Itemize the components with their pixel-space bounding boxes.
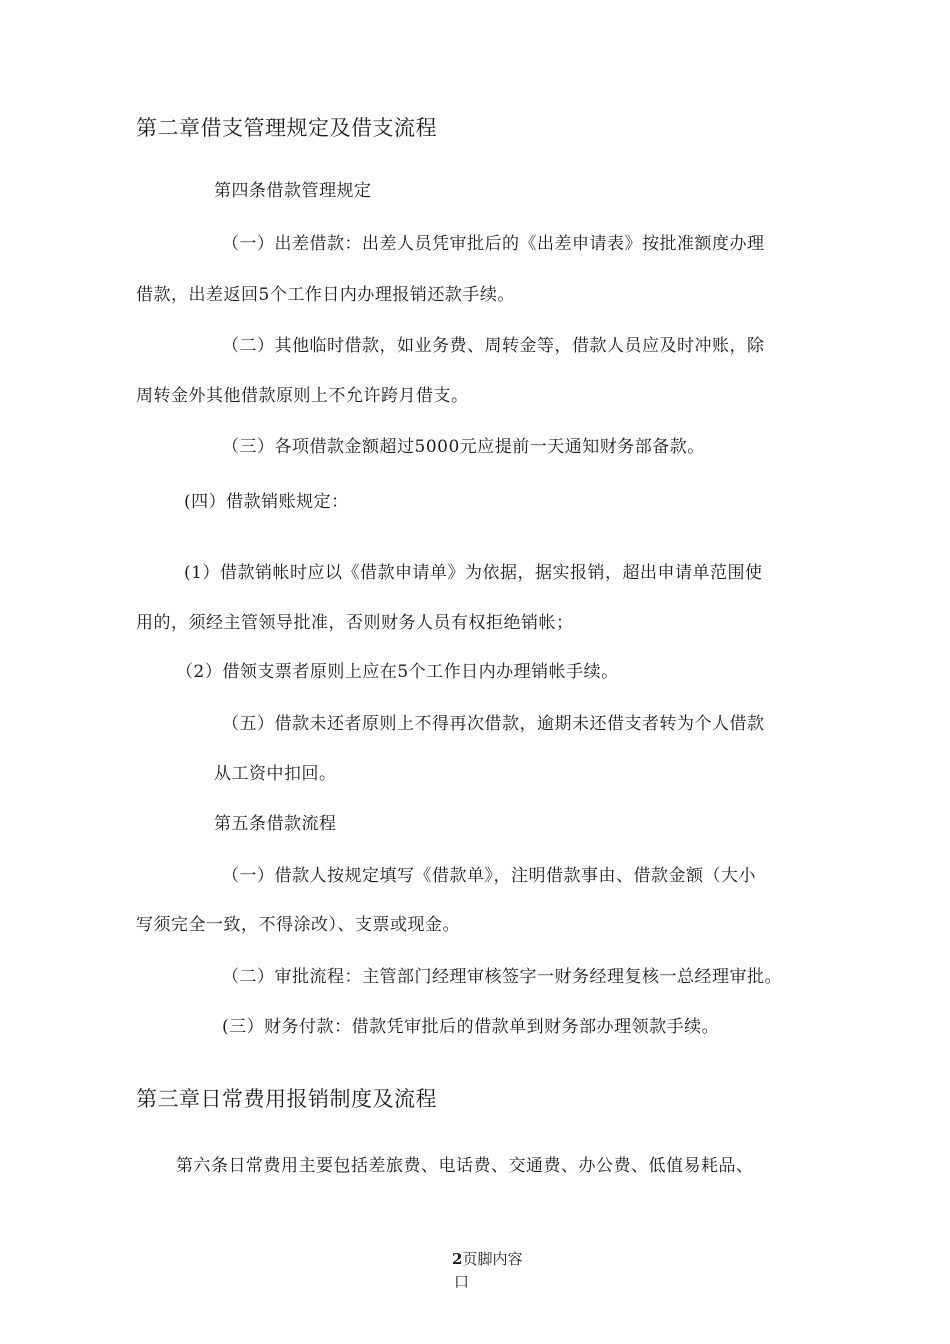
article-5-title: 第五条借款流程: [214, 814, 337, 834]
item-2-line-1: （二）其他临时借款，如业务费、周转金等，借款人员应及时冲账，除: [222, 336, 765, 356]
item-1-line-1: （一）出差借款：出差人员凭审批后的《出差申请表》按批准额度办理: [222, 234, 765, 254]
item-5-line-2: 从工资中扣回。: [214, 764, 337, 784]
item-2-line-2: 周转金外其他借款原则上不允许跨月借支。: [136, 386, 469, 406]
chapter-3-title: 第三章日常费用报销制度及流程: [136, 1087, 437, 1111]
item-3: （三）各项借款金额超过5000元应提前一天通知财务部备款。: [222, 437, 705, 457]
item-1-line-2: 借款，出差返回5个工作日内办理报销还款手续。: [136, 285, 515, 305]
footer-marker: 口: [454, 1273, 470, 1291]
flow-1-line-2: 写须完全一致，不得涂改）、支票或现金。: [136, 915, 460, 935]
flow-1-line-1: （一）借款人按规定填写《借款单》，注明借款事由、借款金额（大小: [222, 866, 756, 886]
page-number: 2: [452, 1250, 463, 1268]
footer-label-line: [452, 1249, 522, 1269]
article-6-line-1: 第六条日常费用主要包括差旅费、电话费、交通费、办公费、低值易耗品、: [176, 1156, 754, 1176]
sub-item-2: （2）借领支票者原则上应在5个工作日内办理销帐手续。: [176, 662, 619, 682]
sub-item-1-line-2: 用的，须经主管领导批准，否则财务人员有权拒绝销帐；: [136, 613, 574, 633]
chapter-2-title: 第二章借支管理规定及借支流程: [136, 116, 437, 140]
footer-label: 页脚内容: [462, 1250, 523, 1268]
flow-3: (三）财务付款：借款凭审批后的借款单到财务部办理领款手续。: [222, 1017, 720, 1037]
item-5-line-1: （五）借款未还者原则上不得再次借款，逾期未还借支者转为个人借款: [222, 714, 765, 734]
flow-2: （二）审批流程：主管部门经理审核签字一财务经理复核一总经理审批。: [222, 967, 782, 987]
item-4: (四）借款销账规定：: [184, 492, 349, 512]
sub-item-1-line-1: (1）借款销帐时应以《借款申请单》为依据，据实报销，超出申请单范围使: [184, 563, 763, 583]
article-4-title: 第四条借款管理规定: [214, 181, 372, 201]
